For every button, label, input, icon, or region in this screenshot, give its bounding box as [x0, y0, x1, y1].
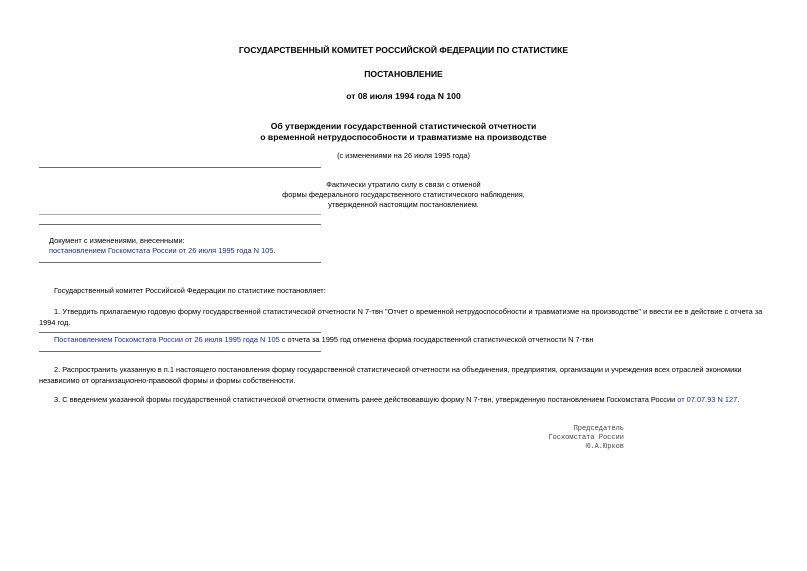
status-note-line1: Фактически утратило силу в связи с отменой — [326, 180, 481, 189]
signature-org: Госкомстата России — [548, 434, 624, 442]
item3-paragraph — [54, 395, 739, 405]
amendment-note: (с изменениями на 26 июля 1995 года) — [337, 151, 470, 160]
document-type: ПОСТАНОВЛЕНИЕ — [364, 69, 443, 79]
document-title-line2: о временной нетрудоспособности и травматизме на производстве — [260, 132, 547, 142]
item1-amendment-text: с отчета за 1995 год отменена форма государственной статистической отчетности N 7-твн — [279, 335, 594, 344]
divider — [39, 214, 321, 215]
item1-paragraph: 1. Утвердить прилагаемую годовую форму государственной статистической отчетности N 7-твн "Отчет о временной нетрудоспособности и травматизме на производстве" и ввести ее в действие с отчета за 1994 год. — [39, 307, 763, 327]
divider — [39, 262, 321, 263]
intro-paragraph: Государственный комитет Российской Федерации по статистике постановляет: — [54, 286, 326, 295]
item1-amendment-link[interactable]: Постановлением Госкомстата России от 26 июля 1995 года N 105 — [54, 335, 280, 344]
item3-tail: . — [737, 395, 740, 404]
signature-name: Ю.А.Юрков — [586, 443, 624, 451]
document-title-line1: Об утверждении государственной статистической отчетности — [270, 121, 537, 131]
agency-name: ГОСУДАРСТВЕННЫЙ КОМИТЕТ РОССИЙСКОЙ ФЕДЕРАЦИИ ПО СТАТИСТИКЕ — [238, 45, 569, 55]
signature-position: Председатель — [573, 425, 624, 433]
divider — [39, 351, 321, 352]
divider — [39, 224, 321, 225]
status-note-line3: утвержденной настоящим постановлением. — [328, 200, 479, 209]
item3-text: 3. С введением указанной формы государственной статистической отчетности отменить ранее действовавшую форму N 7-твн, утвержденную постановлением Госкомстата России — [54, 395, 678, 404]
item2-paragraph: 2. Распространить указанную в п.1 настоящего постановления форму государственной статистической отчетности на объединения, предприятия, организации и учреждения всех отраслей экономики независимо от организационно-правовой формы и формы собственности. — [39, 365, 742, 385]
item3-link[interactable]: от 07.07.93 N 127 — [677, 395, 738, 404]
divider — [39, 167, 321, 168]
changes-line — [49, 246, 275, 256]
divider — [39, 332, 321, 333]
item1-amendment-note — [54, 335, 593, 345]
document-date-number: от 08 июля 1994 года N 100 — [346, 91, 461, 101]
changes-label: Документ с изменениями, внесенными: — [49, 236, 185, 245]
changes-link-tail: . — [273, 246, 276, 255]
status-note-line2: формы федерального государственного статистического наблюдения, — [282, 190, 525, 199]
changes-link[interactable]: постановлением Госкомстата России от 26 июля 1995 года N 105 — [49, 246, 274, 255]
